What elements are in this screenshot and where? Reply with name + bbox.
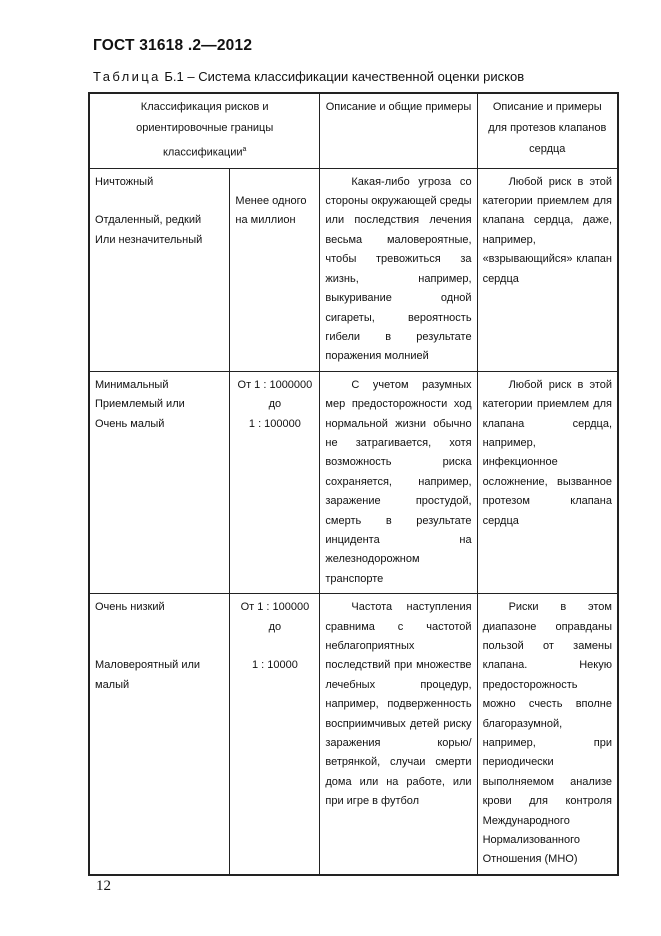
category-line: Или незначительный xyxy=(95,233,203,246)
table-row xyxy=(89,594,618,875)
bounds-line: 1 : 10000 xyxy=(251,659,298,672)
risk-category-cell xyxy=(89,371,230,593)
header-valve-description: Описание и примеры для протезов клапанов сердца xyxy=(477,93,618,168)
table-row xyxy=(89,371,618,593)
table-caption xyxy=(93,69,524,84)
bounds-line: до xyxy=(268,398,282,411)
bounds-line: Менее одного xyxy=(235,195,307,208)
page-number: 12 xyxy=(96,878,111,894)
risk-category-cell xyxy=(89,168,230,371)
bounds-line: на миллион xyxy=(235,214,296,227)
category-line: Приемлемый или xyxy=(95,398,185,411)
risk-bounds-cell xyxy=(230,168,320,371)
header-general-description: Описание и общие примеры xyxy=(320,93,477,168)
category-line: Маловероятный или xyxy=(95,659,201,672)
valve-example-cell: Любой риск в этой категории приемлем для клапана сердца, например, инфекционное осложнение, вызванное протезом клапана сердца xyxy=(477,371,618,593)
table-caption-text: Б.1 – Система классификации качественной оценки рисков xyxy=(160,69,525,84)
table-header-row xyxy=(89,93,618,168)
document-header: ГОСТ 31618 .2—2012 xyxy=(93,37,253,54)
bounds-line: От 1 : 100000 xyxy=(240,601,310,614)
bounds-line: до xyxy=(268,620,282,633)
category-line: Очень малый xyxy=(95,417,165,430)
risk-bounds-cell xyxy=(230,371,320,593)
header-classification: Классификация рисков и ориентировочные границы классификации$^а$ xyxy=(89,93,320,168)
category-line: Отдаленный, редкий xyxy=(95,214,202,227)
category-line: малый xyxy=(95,678,130,691)
table-row xyxy=(89,168,618,371)
footnote-marker: а xyxy=(242,146,247,153)
bounds-line: От 1 : 1000000 xyxy=(237,378,313,391)
bounds-line: 1 : 100000 xyxy=(248,417,301,430)
risk-bounds-cell xyxy=(230,594,320,875)
risk-classification-table xyxy=(88,92,619,876)
table-caption-label: Таблица xyxy=(93,69,161,84)
general-example-cell: Какая-либо угроза со стороны окружающей среды или последствия лечения весьма маловероятные, чтобы тревожиться за жизнь, например, выкуривание одной сигареты, вероятность гибели в результате поражения молнией xyxy=(320,168,477,371)
valve-example-cell: Риски в этом диапазоне оправданы пользой от замены клапана. Некую предосторожность можно счесть вполне благоразумной, например, при периодически выполняемом анализе крови для контроля Международного Нормализованного Отношения (МНО) xyxy=(477,594,618,875)
category-line: Минимальный xyxy=(95,378,169,391)
general-example-cell: Частота наступления сравнима с частотой неблагоприятных последствий при множестве лечебных процедур, например, подверженность восприимчивых детей риску заражения корью/ветрянкой, случаи смерти дома или на работе, или при игре в футбол xyxy=(320,594,477,875)
category-line: Очень низкий xyxy=(95,601,165,614)
category-line: Ничтожный xyxy=(95,175,154,188)
valve-example-cell: Любой риск в этой категории приемлем для клапана сердца, даже, например, «взрывающийся» клапан сердца xyxy=(477,168,618,371)
general-example-cell: С учетом разумных мер предосторожности ход нормальной жизни обычно не затрагивается, хотя возможность риска сохраняется, например, заражение простудой, смерть в результате инцидента на железнодорожном транспорте xyxy=(320,371,477,593)
risk-category-cell xyxy=(89,594,230,875)
